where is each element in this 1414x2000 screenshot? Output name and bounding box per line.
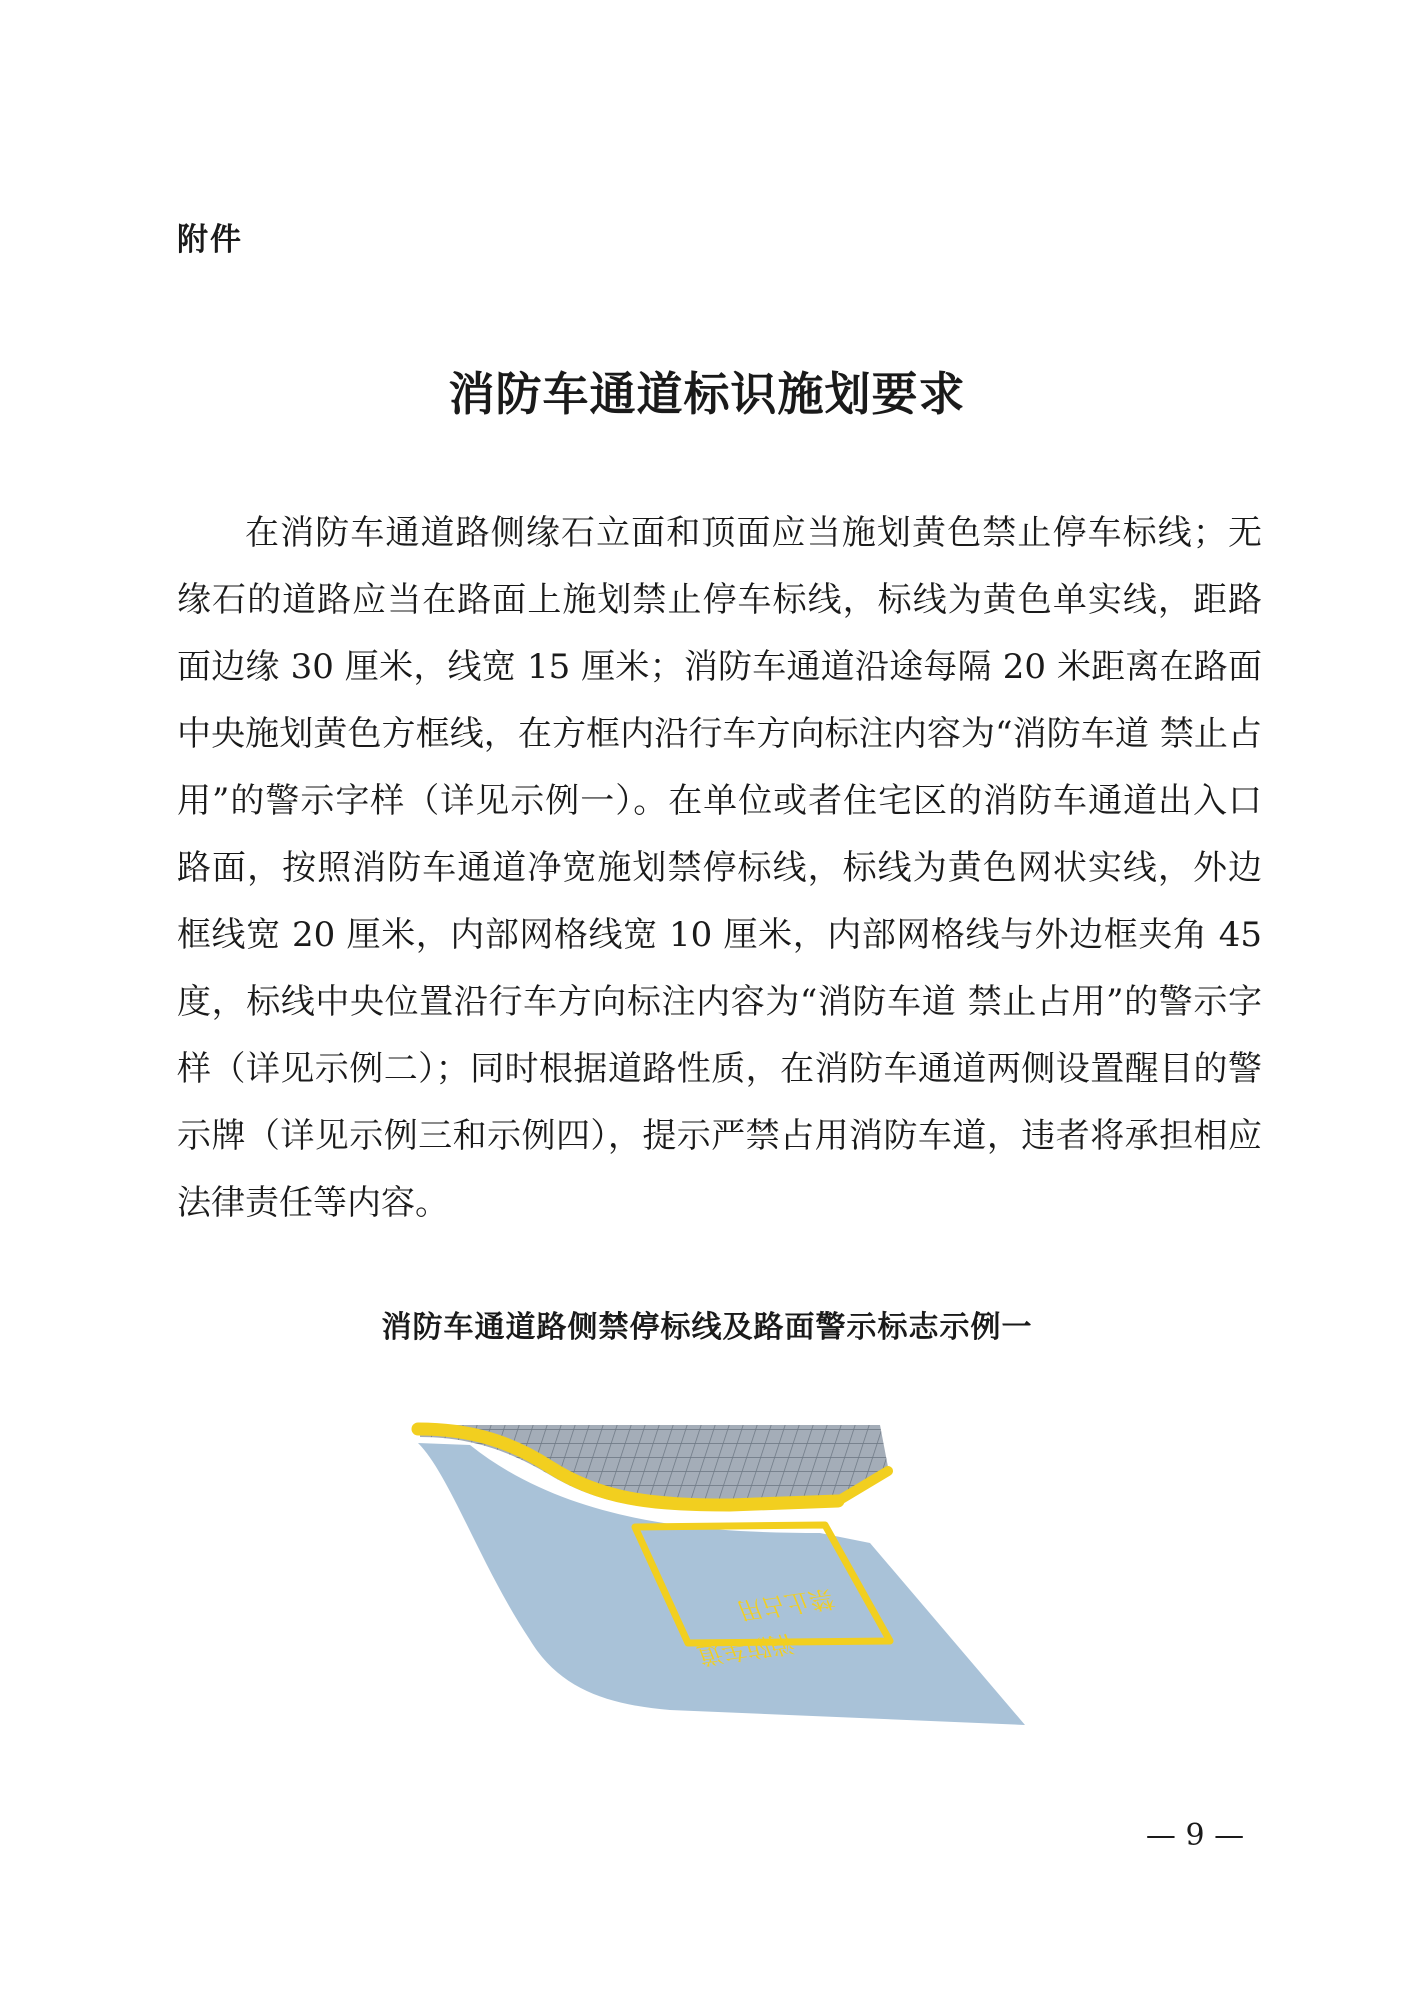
attachment-label: 附件 bbox=[177, 222, 243, 258]
page-number: — 9 — bbox=[1145, 1818, 1245, 1853]
document-title: 消防车通道标识施划要求 bbox=[448, 367, 966, 421]
figure-caption: 消防车通道路侧禁停标线及路面警示标志示例一 bbox=[381, 1310, 1033, 1345]
requirements-paragraph: 在消防车通道路侧缘石立面和顶面应当施划黄色禁止停车标线；无缘石的道路应当在路面上施划禁止停车标线，标线为黄色单实线，距路面边缘 30 厘米，线宽 15 厘米；消防车通道沿途每隔 20 米距离在路面中央施划黄色方框线，在方框内沿行车方向标注内容为“消防车道 禁止占用”的警示字样（详见示例一）。在单位或者住宅区的消防车通道出入口路面，按照消防车通道净宽施划禁停标线，标线为黄色网状实线，外边框线宽 20 厘米，内部网格线宽 10 厘米，内部网格线与外边框夹角 45 度，标线中央位置沿行车方向标注内容为“消防车道 禁止占用”的警示字样（详见示例二）；同时根据道路性质，在消防车通道两侧设置醒目的警示牌（详见示例三和示例四），提示严禁占用消防车道，违者将承担相应法律责任等内容。 bbox=[177, 513, 1262, 1223]
box-text-line2: 禁止占用 bbox=[732, 1584, 839, 1626]
example-illustration bbox=[410, 1415, 1030, 1735]
road-illustration-svg bbox=[410, 1415, 1030, 1735]
box-text-line1: 消防车道 bbox=[692, 1629, 799, 1671]
